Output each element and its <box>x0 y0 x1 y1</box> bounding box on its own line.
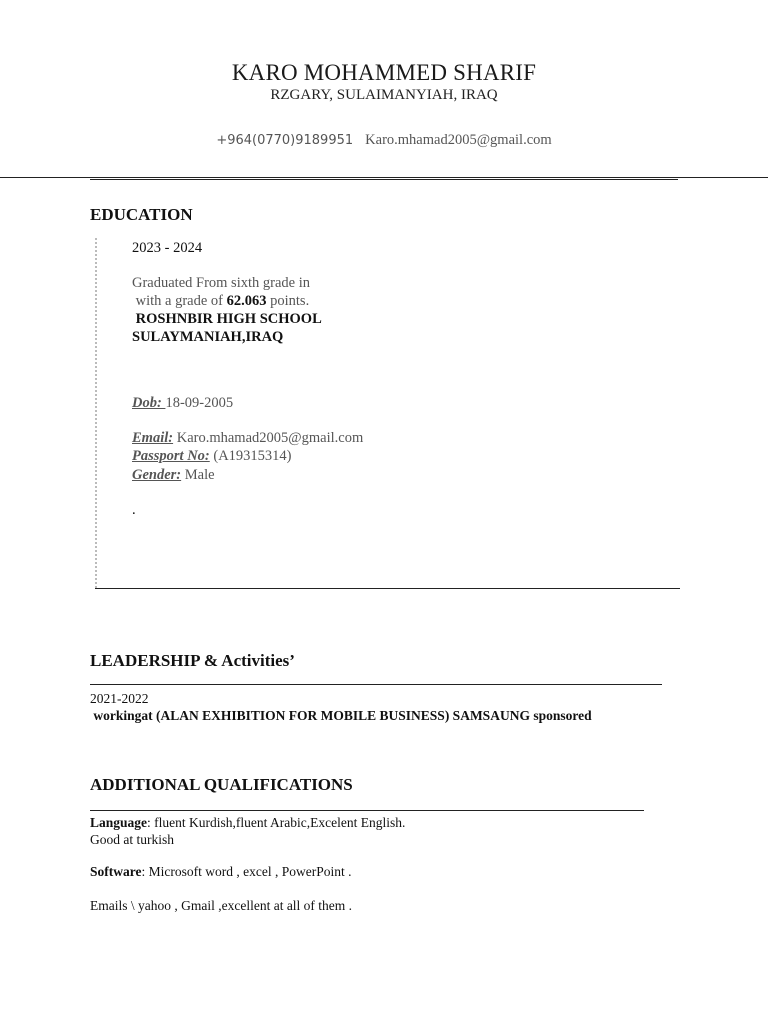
education-dotted-border <box>95 238 97 588</box>
additional-divider <box>90 810 644 811</box>
resume-address: RZGARY, SULAIMANYIAH, IRAQ <box>270 87 498 103</box>
leadership-years: 2021-2022 <box>90 691 149 706</box>
gender-line <box>132 467 215 484</box>
dob-value: 18-09-2005 <box>165 395 234 411</box>
resume-name: KARO MOHAMMED SHARIF <box>231 60 537 85</box>
passport-value: (A19315314) <box>209 448 292 464</box>
software-line <box>90 864 351 880</box>
trailing-dot: . <box>132 502 136 518</box>
grade-prefix: with a grade of <box>132 293 227 309</box>
passport-line <box>132 448 292 465</box>
email-line <box>132 430 363 447</box>
contact-line <box>0 132 768 149</box>
email-value: Karo.mhamad2005@gmail.com <box>173 430 364 446</box>
education-heading: EDUCATION <box>90 205 193 224</box>
software-label: Software <box>90 864 142 879</box>
education-divider <box>95 588 680 589</box>
phone-number: +964(0770)9189951 <box>216 133 354 148</box>
leadership-heading: LEADERSHIP & Activities’ <box>90 651 295 670</box>
school-name: ROSHNBIR HIGH SCHOOL <box>132 311 322 327</box>
language-value: : fluent Kurdish,fluent Arabic,Excelent English. <box>147 815 406 830</box>
grade-suffix: points. <box>266 293 310 309</box>
gender-value: Male <box>181 467 215 483</box>
passport-label: Passport No: <box>132 448 210 464</box>
school-location: SULAYMANIAH,IRAQ <box>132 329 284 345</box>
leadership-divider <box>90 684 662 685</box>
education-line-1: Graduated From sixth grade in <box>132 275 310 291</box>
software-value: : Microsoft word , excel , PowerPoint . <box>141 864 352 879</box>
education-line-2 <box>132 293 309 310</box>
email-label: Email: <box>132 430 174 446</box>
leadership-description: workingat (ALAN EXHIBITION FOR MOBILE BUSINESS) SAMSAUNG sponsored <box>90 708 592 723</box>
language-line-2: Good at turkish <box>90 832 174 847</box>
language-line <box>90 815 405 831</box>
additional-heading: ADDITIONAL QUALIFICATIONS <box>90 775 353 794</box>
header-divider-inner <box>90 179 678 180</box>
language-label: Language <box>90 815 148 830</box>
header-email: Karo.mhamad2005@gmail.com <box>365 132 552 148</box>
grade-value: 62.063 <box>226 293 267 309</box>
emails-line: Emails \ yahoo , Gmail ,excellent at all of them . <box>90 898 353 913</box>
dob-label: Dob: <box>132 395 166 411</box>
education-years: 2023 - 2024 <box>132 240 203 256</box>
gender-label: Gender: <box>132 467 182 483</box>
dob-line <box>132 395 233 412</box>
header-divider <box>0 177 768 178</box>
